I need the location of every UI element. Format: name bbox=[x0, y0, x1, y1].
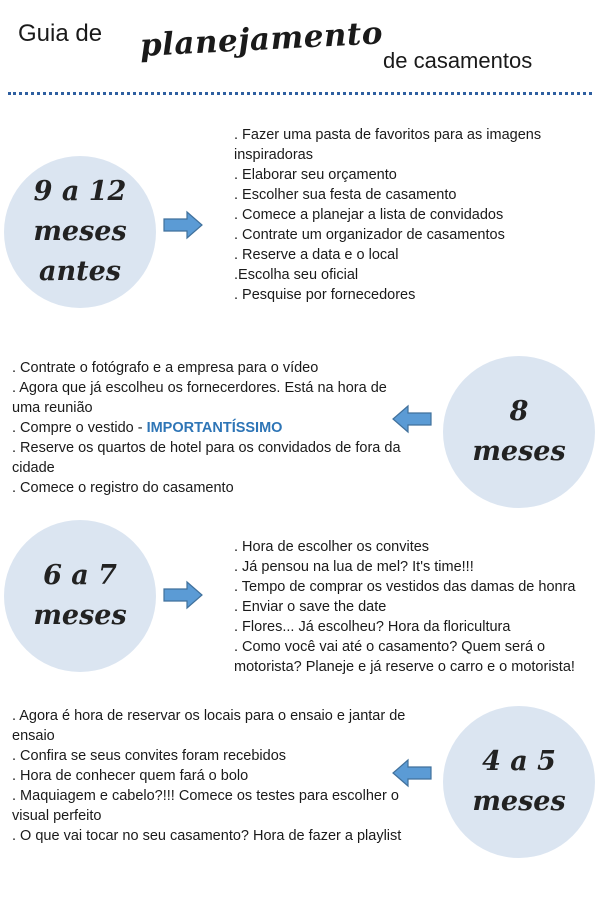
list-item: . Flores... Já escolheu? Hora da floricultura bbox=[234, 619, 511, 635]
list-item: . Reserve os quartos de hotel para os convidados de fora da cidade bbox=[12, 440, 401, 476]
circle-label-line: meses bbox=[33, 600, 127, 631]
title-part-3: de casamentos bbox=[383, 48, 533, 73]
list-item: . Confira se seus convites foram recebidos bbox=[12, 748, 287, 764]
circle-label-line: meses bbox=[472, 436, 566, 467]
task-list-4-5 bbox=[12, 706, 407, 846]
list-item: . Já pensou na lua de mel? It's time!!! bbox=[234, 559, 474, 575]
timeline-circle-6-7 bbox=[4, 520, 156, 672]
arrow-right-icon bbox=[163, 580, 203, 610]
list-item: . Agora é hora de reservar os locais para o ensaio e jantar de ensaio bbox=[12, 708, 406, 744]
circle-label-line: meses bbox=[33, 216, 127, 247]
title-part-2: planejamento bbox=[139, 15, 384, 64]
circle-label-line: 4 a 5 bbox=[482, 746, 556, 777]
arrow-left-icon bbox=[392, 758, 432, 788]
highlight-text: IMPORTANTÍSSIMO bbox=[146, 420, 283, 436]
circle-label-line: antes bbox=[39, 256, 121, 287]
list-item: . Escolher sua festa de casamento bbox=[234, 187, 457, 203]
task-list-6-7 bbox=[234, 537, 596, 677]
list-item: . Hora de escolher os convites bbox=[234, 539, 430, 555]
list-item: . Agora que já escolheu os fornecerdores. Está na hora de uma reunião bbox=[12, 380, 387, 416]
list-item: . Comece o registro do casamento bbox=[12, 480, 234, 496]
list-item: . Contrate um organizador de casamentos bbox=[234, 227, 505, 243]
arrow-right-icon bbox=[163, 210, 203, 240]
list-item-text: . Compre o vestido - bbox=[12, 420, 147, 436]
task-list-8 bbox=[12, 358, 407, 498]
list-item: . Fazer uma pasta de favoritos para as imagens inspiradoras bbox=[234, 127, 542, 163]
list-item: . Como você vai até o casamento? Quem será o motorista? Planeje e já reserve o carro e o motorista! bbox=[234, 639, 575, 675]
list-item: . Maquiagem e cabelo?!!! Comece os testes para escolher o visual perfeito bbox=[12, 788, 399, 824]
task-list-9-12 bbox=[234, 125, 586, 305]
timeline-circle-8 bbox=[443, 356, 595, 508]
list-item: . Comece a planejar a lista de convidados bbox=[234, 207, 504, 223]
timeline-circle-4-5 bbox=[443, 706, 595, 858]
list-item bbox=[12, 418, 407, 438]
circle-label-line: 8 bbox=[509, 396, 529, 427]
circle-label-line: 6 a 7 bbox=[43, 560, 117, 591]
list-item: . Pesquise por fornecedores bbox=[234, 287, 416, 303]
title-part-1: Guia de bbox=[18, 20, 103, 47]
list-item: .Escolha seu oficial bbox=[234, 267, 359, 283]
circle-label-line: meses bbox=[472, 786, 566, 817]
list-item: . Enviar o save the date bbox=[234, 599, 387, 615]
list-item: . Tempo de comprar os vestidos das damas de honra bbox=[234, 579, 576, 595]
circle-label-line: 9 a 12 bbox=[33, 176, 127, 207]
timeline-circle-9-12 bbox=[4, 156, 156, 308]
dotted-divider bbox=[8, 92, 592, 95]
arrow-left-icon bbox=[392, 404, 432, 434]
list-item: . O que vai tocar no seu casamento? Hora de fazer a playlist bbox=[12, 828, 402, 844]
list-item: . Reserve a data e o local bbox=[234, 247, 399, 263]
list-item: . Elaborar seu orçamento bbox=[234, 167, 397, 183]
list-item: . Contrate o fotógrafo e a empresa para o vídeo bbox=[12, 360, 319, 376]
list-item: . Hora de conhecer quem fará o bolo bbox=[12, 768, 249, 784]
